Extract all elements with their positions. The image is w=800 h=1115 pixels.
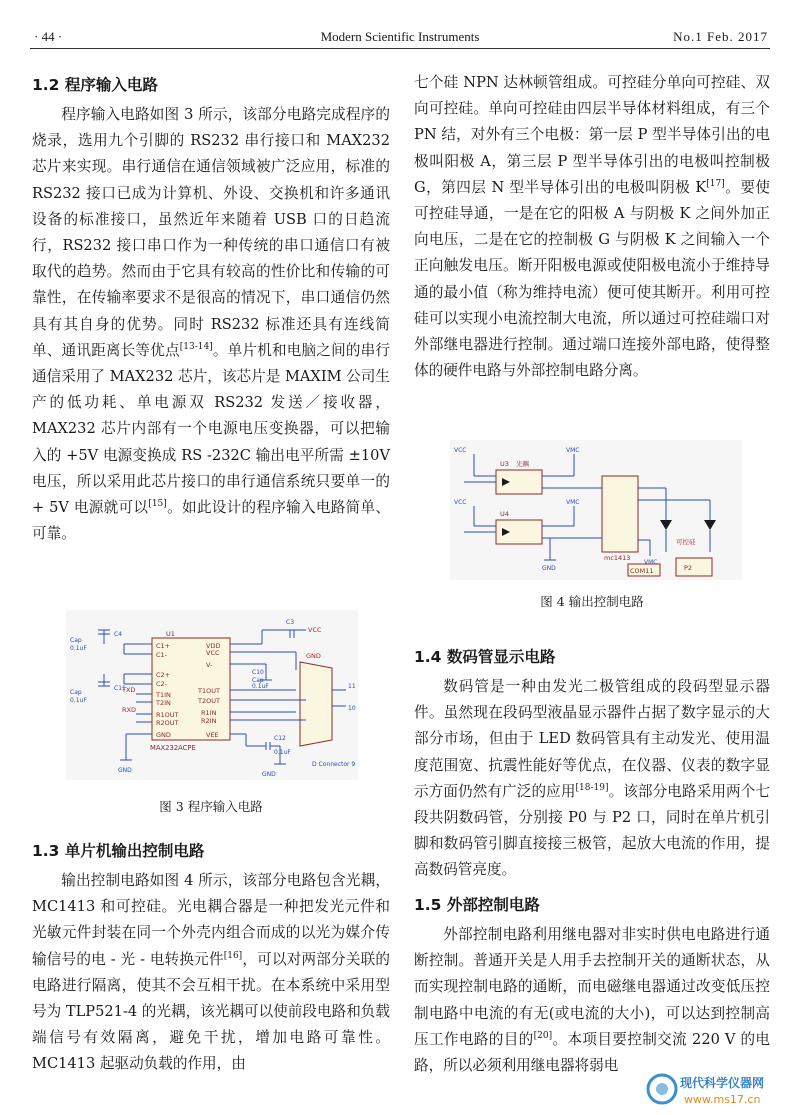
svg-text:0.1uF: 0.1uF <box>70 697 87 704</box>
figure-3-schematic <box>66 610 358 780</box>
svg-text:0.1uF: 0.1uF <box>252 683 269 690</box>
svg-text:VMC: VMC <box>644 559 658 566</box>
issue-info: No.1 Feb. 2017 <box>673 29 768 44</box>
svg-text:GND: GND <box>156 731 171 739</box>
svg-text:11: 11 <box>348 683 356 690</box>
figure-4-schematic <box>450 440 742 580</box>
svg-text:C1-: C1- <box>156 651 168 659</box>
svg-text:U4: U4 <box>500 510 509 518</box>
section-1-4-paragraph: 数码管是一种由发光二极管组成的段码型显示器件。虽然现在段码型液晶显示器件占据了数字显示的大部分市场，但由于 LED 数码管具有主动发光、使用温度范围宽、抗震性能好等优点，在仪器、仪表的数字显示方面仍然有广泛的应用[18-19]。该部分电路采用两个七段共阴数码管，分别接 P0 与 P2 口，同时在单片机引脚和数码管引脚直接接三极管，起放大电流的作用，提高数码管亮度。 <box>414 678 770 879</box>
svg-text:GND: GND <box>542 565 556 572</box>
citation: [16] <box>223 950 243 961</box>
figure-4-caption: 图 4 输出控制电路 <box>540 594 644 609</box>
svg-text:Cap: Cap <box>70 637 82 644</box>
connector-label: D Connector 9 <box>312 761 356 768</box>
svg-text:C11: C11 <box>114 685 126 692</box>
svg-text:R2OUT: R2OUT <box>156 719 179 727</box>
svg-text:C2+: C2+ <box>156 671 171 679</box>
section-1-2-paragraph: 程序输入电路如图 3 所示，该部分电路完成程序的烧录，选用九个引脚的 RS232 串行接口和 MAX232 芯片来实现。串行通信在通信领域被广泛应用，标准的 RS232 接口已成为计算机、外设、交换机和许多通讯设备的标准接口，虽然近年来随着 USB 口的日趋流行，RS232 接口串口作为一种传统的串口通信口有被取代的趋势。然而由于它具有较高的性价比和传输的可靠性，在传输率要求不是很高的情况下，串口通信仍然具有其自身的优势。同时 RS232 标准还具有连线简单、通讯距离长等优点[13-14]。单片机和电脑之间的串行通信采用了 MAX232 芯片，该芯片是 MAXIM 公司生产的低功耗、单电源双 RS232 发送／接收器，MAX232 芯片内部有一个电源电压变换器，可以把输入的 +5V 电源变换成 RS -232C 输出电平所需 ±10V 电压，所以采用此芯片接口的串行通信系统只要单一的 + 5V 电源就可以[15]。如此设计的程序输入电路简单、可靠。 <box>32 106 390 543</box>
section-1-3-paragraph: 输出控制电路如图 4 所示，该部分电路包含光耦，MC1413 和可控硅。光电耦合器是一种把发光元件和光敏元件封装在同一个外壳内组合而成的以光为媒介传输信号的电 - 光 - 电转换元件[16]，可以对两部分关联的电路进行隔离，使其不会互相干扰。在本系统中采用型号为 TLP521-4 的光耦，该光耦可以使前段电路和负载端信号有效隔离，避免干扰，增加电路可靠性。MC1413 起驱动负载的作用，由 <box>32 872 390 1073</box>
citation: [13-14] <box>179 341 213 352</box>
svg-text:0.1uF: 0.1uF <box>274 749 291 756</box>
svg-text:光耦: 光耦 <box>516 460 529 468</box>
svg-text:VMC: VMC <box>566 499 580 506</box>
svg-text:R1IN: R1IN <box>201 709 217 717</box>
svg-text:mc1413: mc1413 <box>604 554 631 562</box>
svg-text:VMC: VMC <box>566 447 580 454</box>
page-number: · 44 · <box>34 29 63 44</box>
svg-text:R1OUT: R1OUT <box>156 711 179 719</box>
svg-text:C12: C12 <box>274 735 286 742</box>
chip-ref: U1 <box>166 630 175 638</box>
svg-text:T1IN: T1IN <box>156 691 171 699</box>
citation: [20] <box>533 1030 553 1041</box>
svg-text:T1OUT: T1OUT <box>198 687 220 695</box>
svg-text:RXD: RXD <box>122 706 136 714</box>
continued-paragraph: 七个硅 NPN 达林顿管组成。可控硅分单向可控硅、双向可控硅。单向可控硅由四层半导体材料组成，有三个 PN 结，对外有三个电极：第一层 P 型半导体引出的电极叫阳极 A，第三层 P 型半导体引出的电极叫控制极 G，第四层 N 型半导体引出的电极叫阴极 K[17]。要使可控硅导通，一是在它的阳极 A 与阴极 K 之间外加正向电压，二是在它的控制极 G 与阴极 K 之间输入一个正向触发电压。断开阳极电源或使阳极电流小于维持导通的最小值（称为维持电流）便可使其断开。利用可控硅可以实现小电流控制大电流，所以通过可控硅端口对外部继电器进行控制。通过端口连接外部电路，使得整体的硬件电路与外部控制电路分离。 <box>414 74 770 380</box>
svg-text:COM11: COM11 <box>630 567 654 575</box>
svg-text:GND: GND <box>262 771 276 778</box>
citation: [17] <box>706 178 725 189</box>
svg-text:GND: GND <box>306 652 321 660</box>
svg-text:VEE: VEE <box>206 731 219 739</box>
section-1-4-title: 1.4 数码管显示电路 <box>414 648 556 666</box>
watermark-brand: 现代科学仪器网 <box>680 1076 765 1090</box>
svg-text:T2OUT: T2OUT <box>198 697 220 705</box>
svg-text:VCC: VCC <box>454 499 467 506</box>
svg-text:GND: GND <box>118 767 132 774</box>
svg-text:C10: C10 <box>252 669 264 676</box>
svg-text:0.1uF: 0.1uF <box>70 645 87 652</box>
journal-name: Modern Scientific Instruments <box>320 29 480 44</box>
section-1-5-title: 1.5 外部控制电路 <box>414 896 540 914</box>
section-1-3-title: 1.3 单片机输出控制电路 <box>32 842 205 860</box>
chip-name: MAX232ACPE <box>150 744 196 752</box>
svg-text:VCC: VCC <box>308 626 322 634</box>
citation: [18-19] <box>575 782 609 793</box>
svg-text:U3: U3 <box>500 460 509 468</box>
site-watermark <box>644 1067 794 1111</box>
watermark-url: www.ms17.cn <box>684 1093 761 1106</box>
section-1-2-title: 1.2 程序输入电路 <box>32 76 158 94</box>
section-1-5-paragraph: 外部控制电路利用继电器对非实时供电电路进行通断控制。普通开关是人用手去控制开关的通断状态，从而实现控制电路的通断，而电磁继电器通过改变低压控制电路中电流的有无(或电流的大小)，可以达到控制高压工作电路的目的[20]。本项目要控制交流 220 V 的电路，所以必须利用继电器将弱电 <box>414 926 770 1075</box>
figure-3-caption: 图 3 程序输入电路 <box>159 799 263 814</box>
running-header <box>30 26 770 49</box>
svg-text:C1+: C1+ <box>156 642 171 650</box>
svg-text:C2-: C2- <box>156 680 168 688</box>
citation: [15] <box>148 499 167 510</box>
svg-text:VDD: VDD <box>206 642 221 650</box>
svg-text:P2: P2 <box>684 564 693 572</box>
svg-text:VCC: VCC <box>454 447 467 454</box>
svg-text:C4: C4 <box>114 631 123 638</box>
svg-text:VCC: VCC <box>206 649 220 657</box>
svg-text:10: 10 <box>348 705 356 712</box>
svg-text:Cap: Cap <box>70 689 82 696</box>
svg-text:T2IN: T2IN <box>156 699 171 707</box>
svg-text:TXD: TXD <box>122 686 136 694</box>
svg-text:R2IN: R2IN <box>201 717 217 725</box>
svg-text:V-: V- <box>206 661 213 669</box>
svg-text:可控硅: 可控硅 <box>676 538 696 546</box>
svg-text:Cap: Cap <box>252 677 264 684</box>
svg-text:C3: C3 <box>286 619 295 626</box>
